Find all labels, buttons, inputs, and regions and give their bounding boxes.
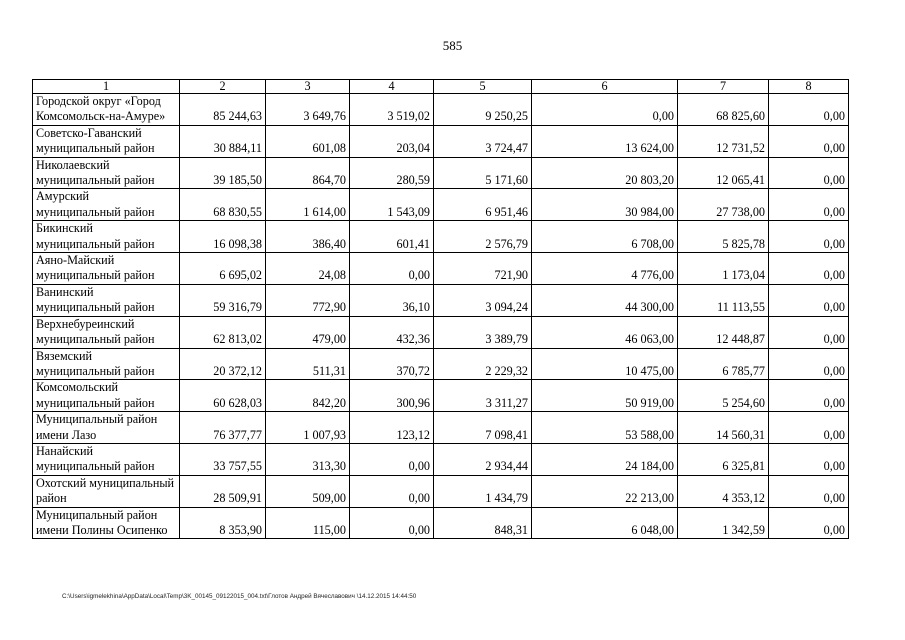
table-cell-value: 20 803,20	[532, 157, 678, 189]
table-cell-value: 30 984,00	[532, 189, 678, 221]
table-cell-value: 76 377,77	[180, 412, 266, 444]
table-cell-value: 30 884,11	[180, 125, 266, 157]
table-cell-value: 1 434,79	[434, 475, 532, 507]
table-cell-value: 386,40	[266, 221, 350, 253]
table-row	[33, 348, 849, 380]
table-cell-value: 60 628,03	[180, 380, 266, 412]
table-cell-value: 6 048,00	[532, 507, 678, 539]
table-cell-value: 115,00	[266, 507, 350, 539]
table-cell-value: 3 389,79	[434, 316, 532, 348]
table-cell-value: 1 007,93	[266, 412, 350, 444]
table-cell-value: 4 353,12	[678, 475, 769, 507]
table-row	[33, 94, 849, 126]
table-header-row	[33, 80, 849, 94]
table-cell-value: 721,90	[434, 253, 532, 285]
row-territory-name: Городской округ «Город Комсомольск-на-Амуре»	[33, 94, 180, 126]
table-cell-value: 6 785,77	[678, 348, 769, 380]
table-cell-value: 6 708,00	[532, 221, 678, 253]
row-territory-name: Верхнебуреинский муниципальный район	[33, 316, 180, 348]
table-cell-value: 44 300,00	[532, 284, 678, 316]
table-cell-value: 3 649,76	[266, 94, 350, 126]
column-header: 5	[434, 80, 532, 94]
table-cell-value: 0,00	[350, 475, 434, 507]
table-cell-value: 68 825,60	[678, 94, 769, 126]
table-cell-value: 1 543,09	[350, 189, 434, 221]
row-territory-name: Муниципальный район имени Полины Осипенко	[33, 507, 180, 539]
table-cell-value: 0,00	[769, 475, 849, 507]
table-cell-value: 123,12	[350, 412, 434, 444]
table-cell-value: 280,59	[350, 157, 434, 189]
table-row	[33, 253, 849, 285]
table-cell-value: 13 624,00	[532, 125, 678, 157]
table-cell-value: 0,00	[769, 507, 849, 539]
row-territory-name: Нанайский муниципальный район	[33, 443, 180, 475]
table-cell-value: 8 353,90	[180, 507, 266, 539]
table-cell-value: 509,00	[266, 475, 350, 507]
table-cell-value: 12 731,52	[678, 125, 769, 157]
table-cell-value: 370,72	[350, 348, 434, 380]
table-cell-value: 479,00	[266, 316, 350, 348]
table-cell-value: 46 063,00	[532, 316, 678, 348]
table-cell-value: 16 098,38	[180, 221, 266, 253]
table-cell-value: 0,00	[769, 348, 849, 380]
table-cell-value: 3 311,27	[434, 380, 532, 412]
table-cell-value: 842,20	[266, 380, 350, 412]
column-header: 3	[266, 80, 350, 94]
table-cell-value: 601,08	[266, 125, 350, 157]
table-cell-value: 772,90	[266, 284, 350, 316]
table-cell-value: 39 185,50	[180, 157, 266, 189]
table-row	[33, 475, 849, 507]
table-cell-value: 313,30	[266, 443, 350, 475]
table-cell-value: 5 171,60	[434, 157, 532, 189]
table-cell-value: 36,10	[350, 284, 434, 316]
table-cell-value: 27 738,00	[678, 189, 769, 221]
table-row	[33, 380, 849, 412]
table-cell-value: 0,00	[769, 189, 849, 221]
table-cell-value: 24 184,00	[532, 443, 678, 475]
table-cell-value: 0,00	[769, 157, 849, 189]
row-territory-name: Муниципальный район имени Лазо	[33, 412, 180, 444]
table-cell-value: 5 825,78	[678, 221, 769, 253]
table-row	[33, 443, 849, 475]
row-territory-name: Николаевский муниципальный район	[33, 157, 180, 189]
row-territory-name: Вяземский муниципальный район	[33, 348, 180, 380]
column-header: 6	[532, 80, 678, 94]
row-territory-name: Ванинский муниципальный район	[33, 284, 180, 316]
column-header: 8	[769, 80, 849, 94]
table-cell-value: 22 213,00	[532, 475, 678, 507]
table-cell-value: 4 776,00	[532, 253, 678, 285]
row-territory-name: Комсомольский муниципальный район	[33, 380, 180, 412]
page-number: 585	[442, 38, 463, 53]
table-row	[33, 157, 849, 189]
table-cell-value: 5 254,60	[678, 380, 769, 412]
table-cell-value: 6 695,02	[180, 253, 266, 285]
table-cell-value: 20 372,12	[180, 348, 266, 380]
table-cell-value: 1 342,59	[678, 507, 769, 539]
table-cell-value: 0,00	[350, 443, 434, 475]
table-cell-value: 0,00	[532, 94, 678, 126]
table-cell-value: 0,00	[769, 94, 849, 126]
table-cell-value: 12 065,41	[678, 157, 769, 189]
table-cell-value: 0,00	[350, 507, 434, 539]
table-row	[33, 189, 849, 221]
table-row	[33, 284, 849, 316]
table-cell-value: 300,96	[350, 380, 434, 412]
table-cell-value: 62 813,02	[180, 316, 266, 348]
table-cell-value: 2 576,79	[434, 221, 532, 253]
table-cell-value: 7 098,41	[434, 412, 532, 444]
table-row	[33, 125, 849, 157]
table-cell-value: 12 448,87	[678, 316, 769, 348]
column-header: 7	[678, 80, 769, 94]
table-row	[33, 412, 849, 444]
table-cell-value: 68 830,55	[180, 189, 266, 221]
table-cell-value: 9 250,25	[434, 94, 532, 126]
table-cell-value: 864,70	[266, 157, 350, 189]
row-territory-name: Советско-Гаванский муниципальный район	[33, 125, 180, 157]
row-territory-name: Бикинский муниципальный район	[33, 221, 180, 253]
data-table	[32, 79, 849, 539]
table-cell-value: 203,04	[350, 125, 434, 157]
row-territory-name: Амурский муниципальный район	[33, 189, 180, 221]
table-cell-value: 85 244,63	[180, 94, 266, 126]
table-body	[33, 94, 849, 539]
table-cell-value: 6 325,81	[678, 443, 769, 475]
data-table-container	[32, 79, 849, 539]
table-row	[33, 507, 849, 539]
table-cell-value: 2 229,32	[434, 348, 532, 380]
table-cell-value: 848,31	[434, 507, 532, 539]
table-cell-value: 53 588,00	[532, 412, 678, 444]
table-cell-value: 1 614,00	[266, 189, 350, 221]
row-territory-name: Охотский муниципальный район	[33, 475, 180, 507]
table-cell-value: 0,00	[769, 380, 849, 412]
table-cell-value: 0,00	[769, 221, 849, 253]
table-cell-value: 59 316,79	[180, 284, 266, 316]
table-cell-value: 0,00	[769, 253, 849, 285]
table-cell-value: 0,00	[350, 253, 434, 285]
table-cell-value: 28 509,91	[180, 475, 266, 507]
table-cell-value: 2 934,44	[434, 443, 532, 475]
table-cell-value: 14 560,31	[678, 412, 769, 444]
row-territory-name: Аяно-Майский муниципальный район	[33, 253, 180, 285]
table-cell-value: 0,00	[769, 443, 849, 475]
column-header: 1	[33, 80, 180, 94]
table-cell-value: 33 757,55	[180, 443, 266, 475]
table-cell-value: 6 951,46	[434, 189, 532, 221]
table-cell-value: 3 724,47	[434, 125, 532, 157]
table-cell-value: 0,00	[769, 125, 849, 157]
table-cell-value: 1 173,04	[678, 253, 769, 285]
table-cell-value: 0,00	[769, 316, 849, 348]
table-cell-value: 432,36	[350, 316, 434, 348]
table-cell-value: 10 475,00	[532, 348, 678, 380]
column-header: 2	[180, 80, 266, 94]
table-cell-value: 11 113,55	[678, 284, 769, 316]
table-cell-value: 3 094,24	[434, 284, 532, 316]
table-cell-value: 3 519,02	[350, 94, 434, 126]
table-cell-value: 50 919,00	[532, 380, 678, 412]
column-header: 4	[350, 80, 434, 94]
footer-file-path: C:\Users\igmelekhina\AppData\Local\Temp\3K_00145_09122015_004.txt\Глотов Андрей Вячеславович \14.12.2015 14:44:50	[62, 593, 417, 600]
table-cell-value: 0,00	[769, 284, 849, 316]
table-row	[33, 221, 849, 253]
table-row	[33, 316, 849, 348]
table-cell-value: 0,00	[769, 412, 849, 444]
table-cell-value: 511,31	[266, 348, 350, 380]
table-cell-value: 24,08	[266, 253, 350, 285]
table-cell-value: 601,41	[350, 221, 434, 253]
